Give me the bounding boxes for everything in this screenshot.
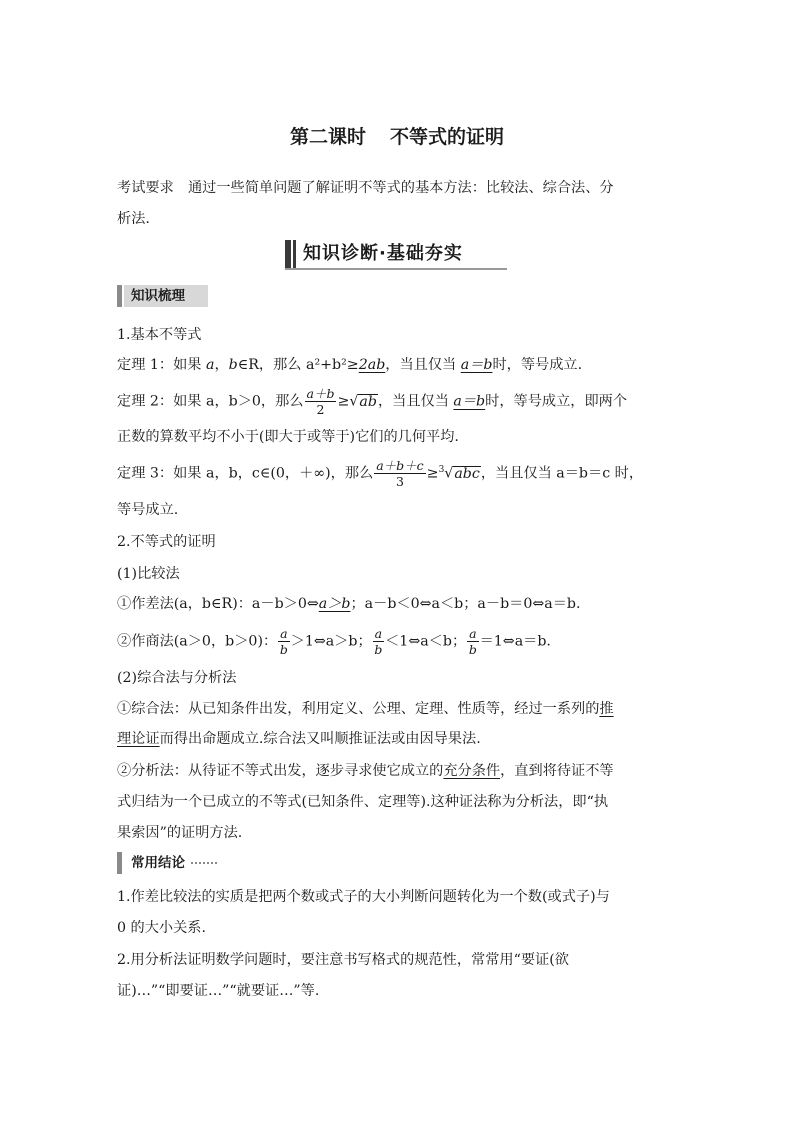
theorem-2: 定理 2：如果 a，b＞0，那么 $\frac{a+b}{2}$ ≥√ab，当且仅当 a＝b时，等号成立，即两个 — [117, 386, 628, 417]
common-1-line2: 0 的大小关系. — [117, 920, 206, 936]
t1-blank-equal: a＝b — [460, 357, 493, 373]
quot-frac-den: b — [468, 642, 477, 657]
quot-fraction-2 — [373, 626, 384, 657]
t1-post1: ，当且仅当 — [385, 357, 461, 373]
t2-relation: ≥ — [337, 393, 350, 410]
tag-marker-icon — [117, 285, 122, 307]
quot-r1: ＞1⇔a＞b； — [290, 633, 372, 650]
synth-post: 而得出命题成立.综合法又叫顺推证法或由因导果法. — [159, 731, 481, 747]
analysis-line2: 式归结为一个已成立的不等式(已知条件、定理等).这种证法称为分析法，即“执 — [117, 794, 609, 810]
t2-post2: 时，等号成立，即两个 — [485, 393, 628, 410]
t1-expr: ∈R，那么 a²+b²≥ — [237, 357, 359, 373]
t2-radicand: ab — [359, 393, 377, 410]
banner-underline — [285, 268, 507, 270]
t2-fraction — [305, 386, 337, 417]
exam-requirement-line2: 析法. — [117, 211, 150, 227]
quot-fraction-3 — [467, 626, 478, 657]
banner-bar-icon — [293, 240, 296, 268]
exam-requirement-line1: 考试要求 通过一些简单问题了解证明不等式的基本方法：比较法、综合法、分 — [117, 180, 614, 196]
t2-blank-equal: a＝b — [453, 393, 486, 410]
diff-pre: ①作差法(a，b∈R)：a－b＞0⇔ — [117, 596, 319, 612]
t3-radicand: abc — [454, 465, 480, 482]
synth-blank-b: 理论证 — [117, 731, 160, 747]
quot-frac-num: a — [469, 626, 477, 641]
t1-blank-2ab: 2ab — [358, 357, 386, 373]
quot-frac-den: b — [279, 642, 288, 657]
analysis-line3: 果索因”的证明方法. — [117, 825, 243, 841]
common-1-line1: 1.作差比较法的实质是把两个数或式子的大小判断问题转化为一个数(或式子)与 — [117, 889, 610, 905]
tag-marker-icon — [117, 852, 122, 874]
t3-frac-num: a＋b＋c — [376, 458, 424, 474]
quot-frac-den: b — [374, 642, 383, 657]
heading-basic-inequality: 1.基本不等式 — [117, 327, 202, 343]
t3-relation: ≥ — [426, 465, 439, 482]
banner-bar-icon — [285, 240, 291, 268]
t1-var-a: a — [205, 357, 215, 373]
t3-fraction — [374, 458, 425, 489]
tag-dots — [191, 862, 217, 866]
sub-synthesis-analysis: (2)综合法与分析法 — [117, 670, 237, 686]
banner-title: 知识诊断·基础夯实 — [303, 243, 463, 264]
synth-pre: ①综合法：从已知条件出发，利用定义、公理、定理、性质等，经过一系列的 — [117, 701, 600, 717]
heading-inequality-proof: 2.不等式的证明 — [117, 534, 216, 550]
quot-fraction-1 — [278, 626, 289, 657]
title-topic: 不等式的证明 — [390, 126, 505, 148]
quot-r2: ＜1⇔a＜b； — [385, 633, 467, 650]
t1-var-b: b — [228, 357, 238, 373]
theorem-2-line2: 正数的算数平均不小于(即大于或等于)它们的几何平均. — [117, 429, 459, 445]
t1-post2: 时，等号成立. — [492, 357, 583, 373]
theorem-1 — [117, 355, 582, 375]
sub-comparison-method: (1)比较法 — [117, 566, 180, 582]
diff-post: ；a－b＜0⇔a＜b；a－b＝0⇔a＝b. — [350, 596, 581, 612]
t3-frac-den: 3 — [395, 474, 404, 490]
section-tag-knowledge — [117, 285, 207, 307]
difference-method — [117, 594, 581, 614]
quot-r3: ＝1⇔a＝b. — [479, 633, 551, 650]
page-title — [0, 122, 794, 149]
common-2-line2: 证)…”“即要证…”“就要证…”等. — [117, 983, 320, 999]
title-lesson: 第二课时 — [289, 126, 366, 148]
quot-pre: ②作商法(a＞0，b＞0)： — [117, 633, 278, 650]
t2-post1: ，当且仅当 — [377, 393, 454, 410]
quot-frac-num: a — [374, 626, 383, 641]
diff-blank: a＞b — [318, 596, 351, 612]
tag-label: 知识梳理 — [131, 288, 185, 304]
t2-pre: 定理 2：如果 a，b＞0，那么 — [117, 393, 304, 410]
t3-pre: 定理 3：如果 a，b，c∈(0，＋∞)，那么 — [117, 465, 374, 482]
t2-frac-num: a＋b — [306, 386, 335, 401]
anal-post: ，直到将待证不等 — [500, 763, 614, 779]
t3-post: ，当且仅当 a＝b＝c 时， — [480, 465, 644, 482]
theorem-3: 定理 3：如果 a，b，c∈(0，＋∞)，那么 $\frac{a+b+c}{3}$ ≥$^3$√abc，当且仅当 a＝b＝c 时， — [117, 458, 644, 490]
tag-label: 常用结论 — [131, 855, 185, 871]
t1-pre: 定理 1：如果 — [117, 357, 206, 373]
section-tag-common — [117, 852, 217, 874]
common-2-line1: 2.用分析法证明数学问题时，要注意书写格式的规范性，常常用“要证(欲 — [117, 952, 569, 968]
analysis-line1 — [117, 761, 614, 781]
theorem-3-line2: 等号成立. — [117, 502, 179, 518]
synthesis-line2 — [117, 729, 481, 749]
quotient-method — [117, 626, 551, 657]
synthesis-line1 — [117, 699, 614, 719]
t2-frac-den: 2 — [316, 402, 325, 417]
synth-blank-a: 推 — [599, 701, 614, 717]
t3-root-index: 3 — [438, 465, 445, 475]
anal-blank: 充分条件 — [443, 763, 501, 779]
t1-comma: ， — [214, 357, 229, 373]
quot-frac-num: a — [280, 626, 288, 641]
section-banner — [285, 240, 507, 268]
anal-pre: ②分析法：从待证不等式出发，逐步寻求使它成立的 — [117, 763, 444, 779]
